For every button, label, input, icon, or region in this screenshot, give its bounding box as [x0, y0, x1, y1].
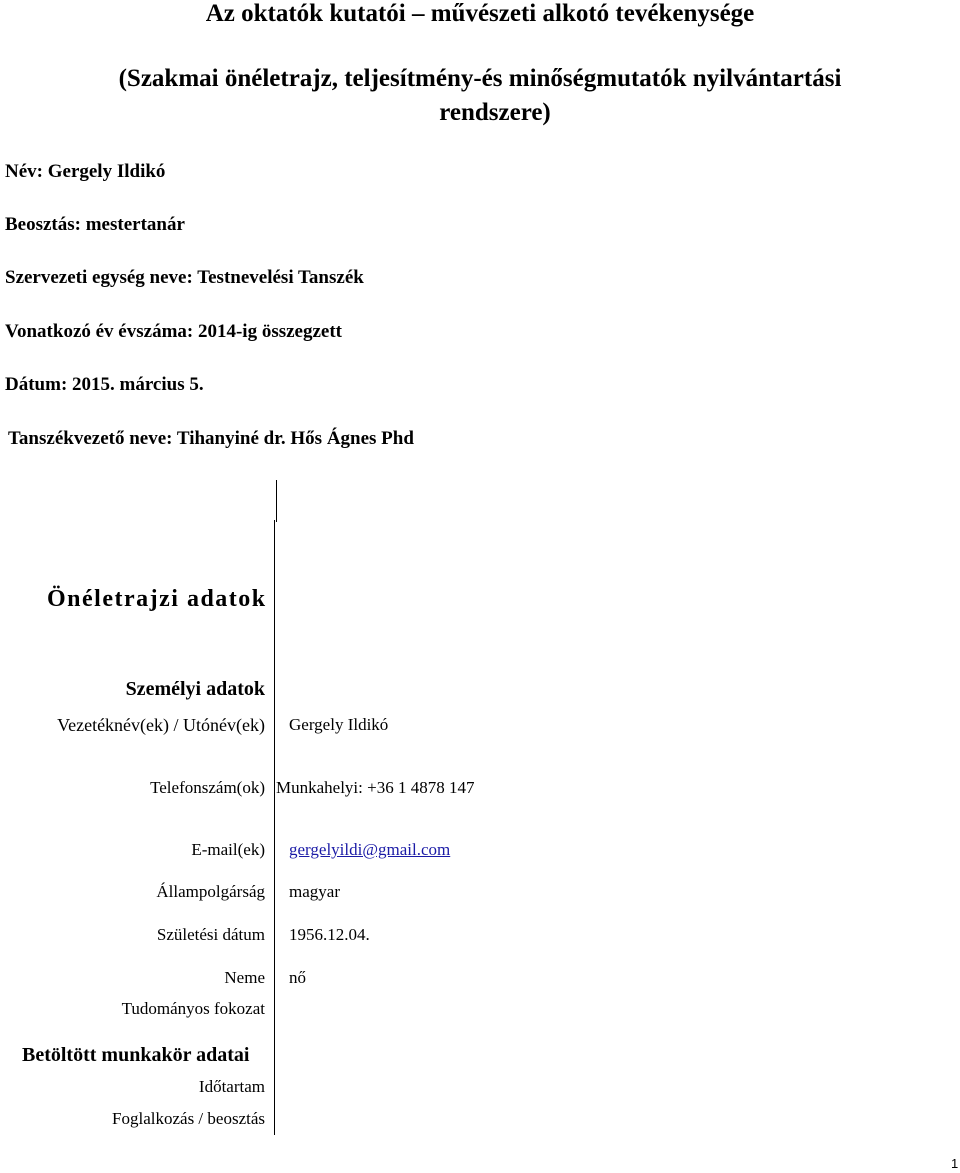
subtitle-line-1: (Szakmai önéletrajz, teljesítmény-és minőségmutatók nyilvántartási [118, 65, 842, 92]
value-phone: Munkahelyi: +36 1 4878 147 [276, 778, 475, 797]
header-date: Dátum: 2015. március 5. [5, 374, 204, 395]
value-full-name: Gergely Ildikó [289, 715, 389, 734]
work-data-heading: Betöltött munkakör adatai [22, 1044, 250, 1066]
header-name: Név: Gergely Ildikó [5, 161, 166, 182]
header-department-head: Tanszékvezető neve: Tihanyiné dr. Hős Ágnes Phd [8, 428, 414, 449]
header-unit: Szervezeti egység neve: Testnevelési Tanszék [5, 267, 364, 288]
label-citizenship: Állampolgárság [156, 882, 265, 901]
label-occupation: Foglalkozás / beosztás [112, 1109, 265, 1128]
page-number: 1 [951, 1156, 959, 1171]
label-duration: Időtartam [198, 1077, 265, 1096]
document-subtitle [0, 62, 960, 130]
label-birth-date: Születési dátum [156, 925, 265, 944]
document-title: Az oktatók kutatói – művészeti alkotó tevékenysége [205, 0, 755, 27]
section-title-cv: Önéletrajzi adatok [47, 586, 267, 612]
value-gender: nő [289, 968, 306, 987]
divider-line-top [276, 480, 277, 522]
header-position: Beosztás: mestertanár [5, 214, 185, 235]
label-phone: Telefonszám(ok) [150, 778, 265, 797]
label-email: E-mail(ek) [191, 840, 265, 859]
subtitle-line-2: rendszere) [439, 99, 551, 126]
label-academic-degree: Tudományos fokozat [121, 999, 265, 1018]
value-email-link[interactable]: gergelyildi@gmail.com [289, 840, 451, 859]
value-citizenship: magyar [289, 882, 340, 901]
divider-line-main [274, 520, 275, 1135]
header-year: Vonatkozó év évszáma: 2014-ig összegzett [5, 321, 342, 342]
personal-data-heading: Személyi adatok [125, 678, 265, 700]
value-birth-date: 1956.12.04. [289, 925, 370, 944]
label-gender: Neme [224, 968, 265, 987]
label-full-name: Vezetéknév(ek) / Utónév(ek) [57, 715, 265, 735]
